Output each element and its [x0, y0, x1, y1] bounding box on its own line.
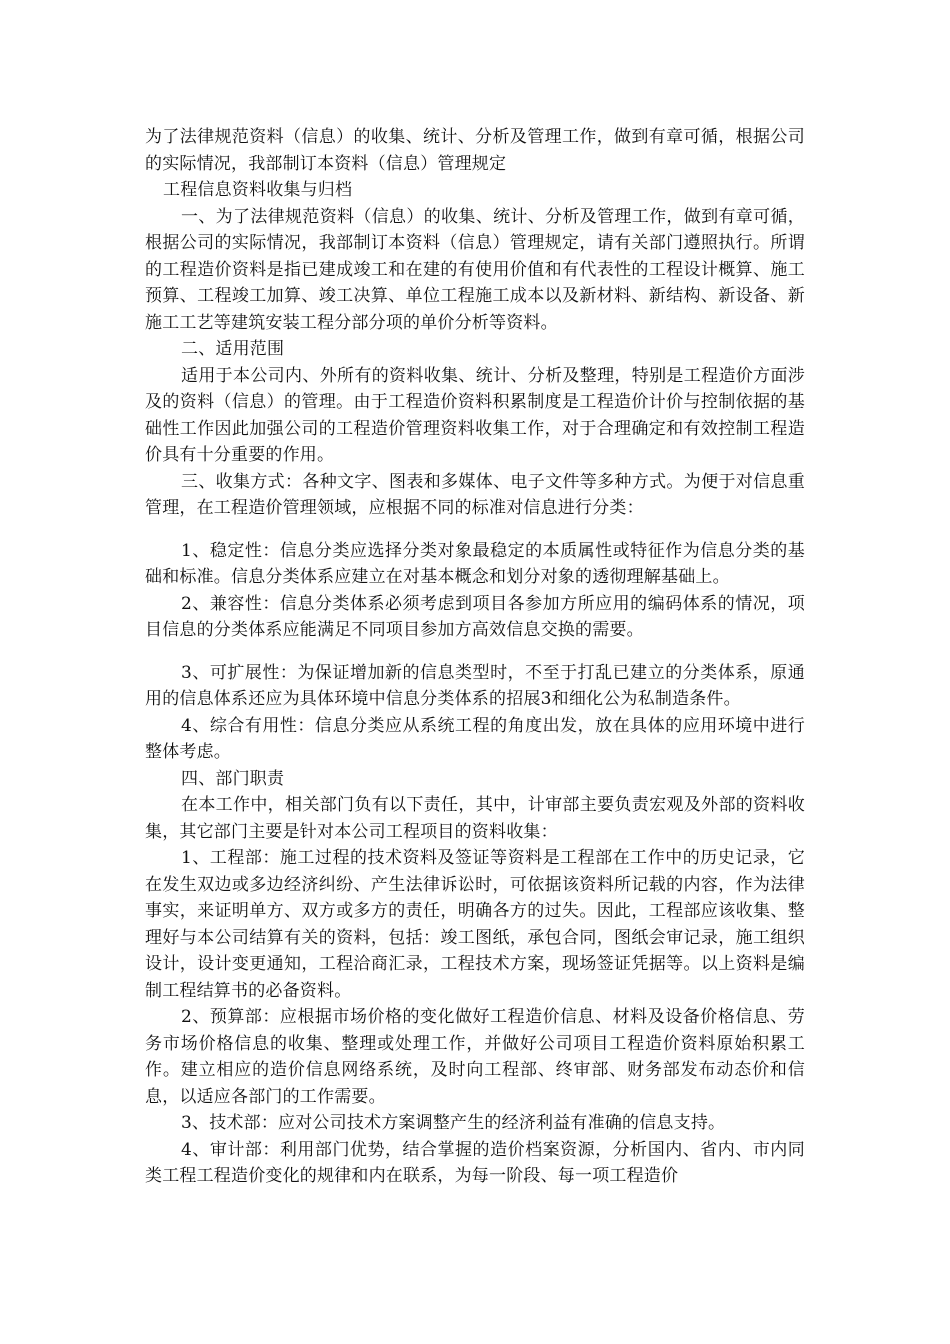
section-4-paragraph: 在本工作中，相关部门负有以下责任，其中，计审部主要负责宏观及外部的资料收集，其它部门主要是针对本公司工程项目的资料收集：	[145, 795, 805, 842]
classification-item-2: 2、兼容性：信息分类体系必须考虑到项目各参加方所应用的编码体系的情况，项目信息的分类体系应能满足不同项目参加方高效信息交换的需要。	[145, 593, 805, 640]
duty-technical: 3、技术部：应对公司技术方案调整产生的经济利益有准确的信息支持。	[181, 1113, 726, 1133]
classification-item-1: 1、稳定性：信息分类应选择分类对象最稳定的本质属性或特征作为信息分类的基础和标准。信息分类体系应建立在对基本概念和划分对象的透彻理解基础上。	[145, 540, 805, 587]
classification-item-4: 4、综合有用性：信息分类应从系统工程的角度出发，放在具体的应用环境中进行整体考虑。	[145, 715, 805, 762]
intro-paragraph: 为了法律规范资料（信息）的收集、统计、分析及管理工作，做到有章可循，根据公司的实际情况，我部制订本资料（信息）管理规定	[145, 127, 805, 174]
section-2-paragraph: 适用于本公司内、外所有的资料收集、统计、分析及整理，特别是工程造价方面涉及的资料（信息）的管理。由于工程造价资料积累制度是工程造价计价与控制依据的基础性工作因此加强公司的工程造价管理资料收集工作，对于合理确定和有效控制工程造价具有十分重要的作用。	[145, 365, 805, 465]
section-3-paragraph: 三、收集方式：各种文字、图表和多媒体、电子文件等多种方式。为便于对信息重管理，在工程造价管理领域，应根据不同的标准对信息进行分类：	[145, 471, 805, 518]
section-1-paragraph: 一、为了法律规范资料（信息）的收集、统计、分析及管理工作，做到有章可循，根据公司的实际情况，我部制订本资料（信息）管理规定，请有关部门遵照执行。所谓的工程造价资料是指已建成竣工和在建的有使用价值和有代表性的工程设计概算、施工预算、工程竣工加算、竣工决算、单位工程施工成本以及新材料、新结构、新设备、新施工工艺等建筑安装工程分部分项的单价分析等资料。	[145, 206, 805, 333]
section-2-title: 二、适用范围	[181, 339, 285, 359]
duty-budget: 2、预算部：应根据市场价格的变化做好工程造价信息、材料及设备价格信息、劳务市场价格信息的收集、整理或处理工作，并做好公司项目工程造价资料原始积累工作。建立相应的造价信息网络系统，及时向工程部、终审部、财务部发布动态价和信息，以适应各部门的工作需要。	[145, 1007, 805, 1107]
duty-engineering: 1、工程部：施工过程的技术资料及签证等资料是工程部在工作中的历史记录，它在发生双边或多边经济纠纷、产生法律诉讼时，可依据该资料所记载的内容，作为法律事实，来证明单方、双方或多方的责任，明确各方的过失。因此，工程部应该收集、整理好与本公司结算有关的资料，包括：竣工图纸，承包合同，图纸会审记录，施工组织设计，设计变更通知，工程洽商汇录，工程技术方案，现场签证凭据等。以上资料是编制工程结算书的必备资料。	[145, 848, 805, 1001]
section-4-title: 四、部门职责	[181, 768, 285, 789]
duty-audit: 4、审计部：利用部门优势，结合掌握的造价档案资源，分析国内、省内、市内同类工程工程造价变化的规律和内在联系，为每一阶段、每一项工程造价	[145, 1139, 805, 1186]
document-body	[145, 124, 805, 1190]
classification-item-3: 3、可扩展性：为保证增加新的信息类型时，不至于打乱已建立的分类体系，原通用的信息体系还应为具体环境中信息分类体系的招展3和细化公为私制造条件。	[145, 662, 805, 709]
document-heading: 工程信息资料收集与归档	[163, 180, 353, 200]
